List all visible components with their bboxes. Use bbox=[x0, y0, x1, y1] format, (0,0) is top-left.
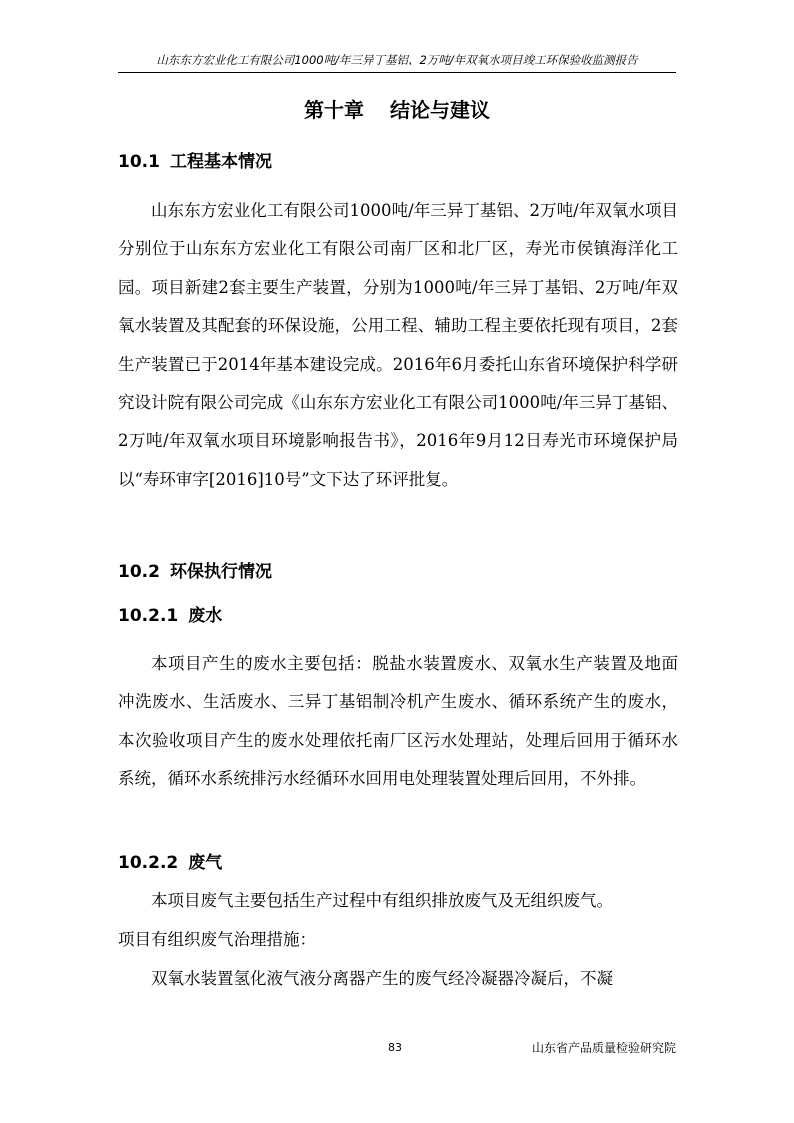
section-title: 废气 bbox=[188, 853, 223, 873]
section-number: 10.2 bbox=[118, 562, 160, 582]
paragraph-exhaust-measures: 双氧水装置氢化液气液分离器产生的废气经冷凝器冷凝后，不凝 bbox=[151, 969, 613, 988]
section-number: 10.2.2 bbox=[118, 853, 179, 873]
section-heading-10-2-2 bbox=[118, 851, 222, 875]
chapter-heading bbox=[118, 96, 676, 124]
section-heading-10-1 bbox=[118, 150, 272, 174]
paragraph-project-overview: 山东东方宏业化工有限公司1000吨/年三异丁基铝、2万吨/年双氧水项目分别位于山东东方宏业化工有限公司南厂区和北厂区，寿光市侯镇海洋化工园。项目新建2套主要生产装置，分别为1000吨/年三异丁基铝、2万吨/年双氧水装置及其配套的环保设施，公用工程、辅助工程主要依托现有项目，2套生产装置已于2014年基本建设完成。2016年6月委托山东省环境保护科学研究设计院有限公司完成《山东东方宏业化工有限公司1000吨/年三异丁基铝、2万吨/年双氧水项目环境影响报告书》，2016年9月12日寿光市环境保护局以“寿环审字[2016]10号”文下达了环评批复。 bbox=[118, 201, 678, 489]
section-number: 10.2.1 bbox=[118, 606, 179, 626]
paragraph-wastewater: 本项目产生的废水主要包括：脱盐水装置废水、双氧水生产装置及地面冲洗废水、生活废水、三异丁基铝制冷机产生废水、循环系统产生的废水，本次验收项目产生的废水处理依托南厂区污水处理站，处理后回用于循环水系统，循环水系统排污水经循环水回用电处理装置处理后回用，不外排。 bbox=[118, 654, 678, 789]
paragraph-exhaust-measures-label: 项目有组织废气治理措施： bbox=[118, 930, 316, 949]
section-number: 10.1 bbox=[118, 152, 160, 172]
chapter-number: 第十章 bbox=[304, 98, 364, 122]
chapter-title: 结论与建议 bbox=[390, 98, 490, 122]
footer-organization: 山东省产品质量检验研究院 bbox=[531, 1041, 676, 1055]
section-title: 废水 bbox=[188, 606, 223, 626]
page-number: 83 bbox=[388, 1041, 402, 1054]
section-title: 工程基本情况 bbox=[169, 152, 272, 172]
section-title: 环保执行情况 bbox=[169, 562, 272, 582]
running-header: 山东东方宏业化工有限公司1000吨/年三异丁基铝、2万吨/年双氧水项目竣工环保验收监测报告 bbox=[156, 53, 638, 67]
paragraph-exhaust-overview: 本项目废气主要包括生产过程中有组织排放废气及无组织废气。 bbox=[151, 891, 613, 910]
section-heading-10-2 bbox=[118, 560, 272, 584]
header-divider bbox=[118, 72, 676, 73]
section-heading-10-2-1 bbox=[118, 604, 222, 628]
